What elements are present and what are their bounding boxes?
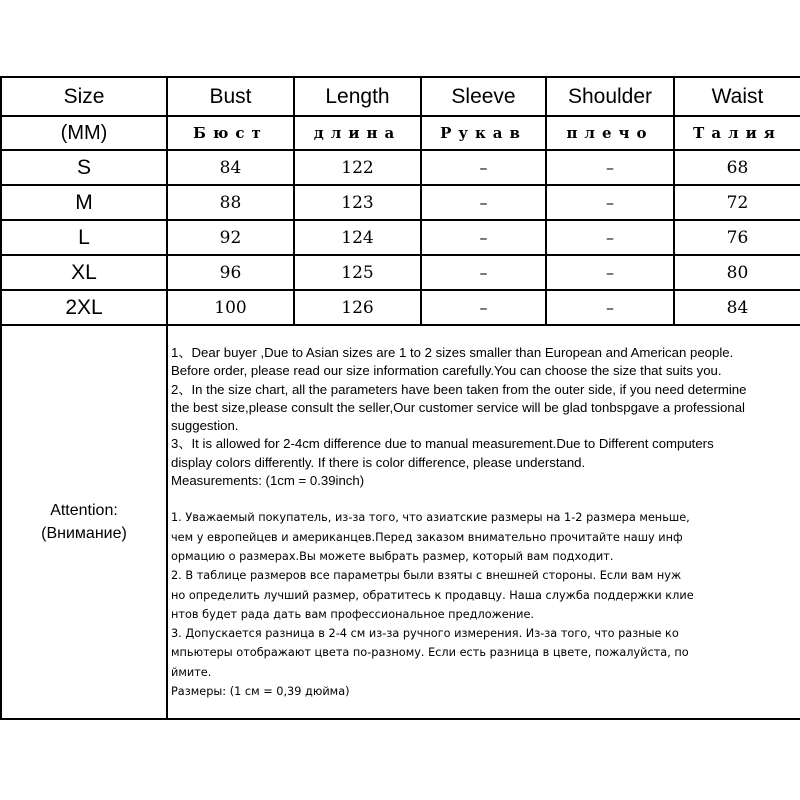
note-line: Размеры: (1 см = 0,39 дюйма) bbox=[171, 685, 350, 699]
attention-notes-russian bbox=[171, 508, 800, 701]
size-table bbox=[0, 76, 800, 720]
bust-cell: 100 bbox=[167, 290, 294, 325]
note-line: нтов будет рада дать вам профессиональное предложение. bbox=[171, 607, 535, 621]
note-line: suggestion. bbox=[171, 418, 239, 434]
header-bust: Bust bbox=[167, 77, 294, 116]
sleeve-cell: – bbox=[421, 255, 546, 290]
size-chart bbox=[0, 76, 800, 723]
header-size: Size bbox=[1, 77, 167, 116]
waist-cell: 72 bbox=[674, 185, 800, 220]
shoulder-cell: – bbox=[546, 150, 674, 185]
attention-label-ru: (Внимание) bbox=[41, 525, 127, 542]
size-cell: L bbox=[1, 220, 167, 255]
shoulder-cell: – bbox=[546, 290, 674, 325]
header-shoulder-ru: плечо bbox=[546, 116, 674, 150]
size-cell: M bbox=[1, 185, 167, 220]
bust-cell: 92 bbox=[167, 220, 294, 255]
attention-row bbox=[1, 325, 800, 719]
note-line: 3. Допускается разница в 2-4 см из-за ручного измерения. Из-за того, что разные ко bbox=[171, 627, 679, 641]
waist-cell: 76 bbox=[674, 220, 800, 255]
table-row bbox=[1, 150, 800, 185]
note-line: display colors differently. If there is color difference, please understand. bbox=[171, 454, 586, 470]
header-length-ru: длина bbox=[294, 116, 421, 150]
length-cell: 126 bbox=[294, 290, 421, 325]
size-cell: XL bbox=[1, 255, 167, 290]
table-row bbox=[1, 290, 800, 325]
header-waist: Waist bbox=[674, 77, 800, 116]
note-line: Measurements: (1cm = 0.39inch) bbox=[171, 473, 365, 489]
shoulder-cell: – bbox=[546, 220, 674, 255]
sleeve-cell: – bbox=[421, 290, 546, 325]
note-line: 2、In the size chart, all the parameters have been taken from the outer side, if you need determine bbox=[171, 381, 747, 397]
note-line: 1、Dear buyer ,Due to Asian sizes are 1 to 2 sizes smaller than European and American people. bbox=[171, 345, 734, 360]
length-cell: 122 bbox=[294, 150, 421, 185]
attention-label: Attention: bbox=[50, 502, 118, 519]
waist-cell: 80 bbox=[674, 255, 800, 290]
table-row bbox=[1, 255, 800, 290]
note-line: ормацию о размерах.Вы можете выбрать размер, который вам подходит. bbox=[171, 549, 614, 563]
header-length: Length bbox=[294, 77, 421, 116]
shoulder-cell: – bbox=[546, 185, 674, 220]
header-sleeve: Sleeve bbox=[421, 77, 546, 116]
sleeve-cell: – bbox=[421, 185, 546, 220]
note-line: the best size,please consult the seller,Our customer service will be glad tonbspgave a professional bbox=[171, 399, 745, 415]
unit-label: (MM) bbox=[1, 116, 167, 150]
shoulder-cell: – bbox=[546, 255, 674, 290]
header-sleeve-ru: Рукав bbox=[421, 116, 546, 150]
bust-cell: 84 bbox=[167, 150, 294, 185]
table-row bbox=[1, 220, 800, 255]
header-bust-ru: Бюст bbox=[167, 116, 294, 150]
bust-cell: 88 bbox=[167, 185, 294, 220]
waist-cell: 68 bbox=[674, 150, 800, 185]
size-cell: S bbox=[1, 150, 167, 185]
length-cell: 124 bbox=[294, 220, 421, 255]
attention-notes-english bbox=[171, 344, 800, 490]
header-shoulder: Shoulder bbox=[546, 77, 674, 116]
note-line: ймите. bbox=[171, 665, 212, 679]
length-cell: 125 bbox=[294, 255, 421, 290]
attention-label-cell bbox=[1, 325, 167, 719]
note-line: 1. Уважаемый покупатель, из-за того, что азиатские размеры на 1-2 размера меньше, bbox=[171, 511, 690, 525]
sleeve-cell: – bbox=[421, 150, 546, 185]
header-row bbox=[1, 77, 800, 116]
note-line: Before order, please read our size information carefully.You can choose the size that suits you. bbox=[171, 363, 722, 379]
waist-cell: 84 bbox=[674, 290, 800, 325]
russian-header-row bbox=[1, 116, 800, 150]
sleeve-cell: – bbox=[421, 220, 546, 255]
size-cell: 2XL bbox=[1, 290, 167, 325]
bust-cell: 96 bbox=[167, 255, 294, 290]
attention-text-cell bbox=[167, 325, 800, 719]
note-line: чем у европейцев и американцев.Перед заказом внимательно прочитайте нашу инф bbox=[171, 530, 683, 544]
note-line: мпьютеры отображают цвета по-разному. Если есть разница в цвете, пожалуйста, по bbox=[171, 646, 689, 660]
note-line: 2. В таблице размеров все параметры были взяты с внешней стороны. Если вам нуж bbox=[171, 569, 682, 583]
header-waist-ru: Талия bbox=[674, 116, 800, 150]
length-cell: 123 bbox=[294, 185, 421, 220]
note-line: но определить лучший размер, обратитесь к продавцу. Наша служба поддержки клие bbox=[171, 588, 694, 602]
table-row bbox=[1, 185, 800, 220]
note-line: 3、It is allowed for 2-4cm difference due to manual measurement.Due to Different computers bbox=[171, 436, 714, 452]
